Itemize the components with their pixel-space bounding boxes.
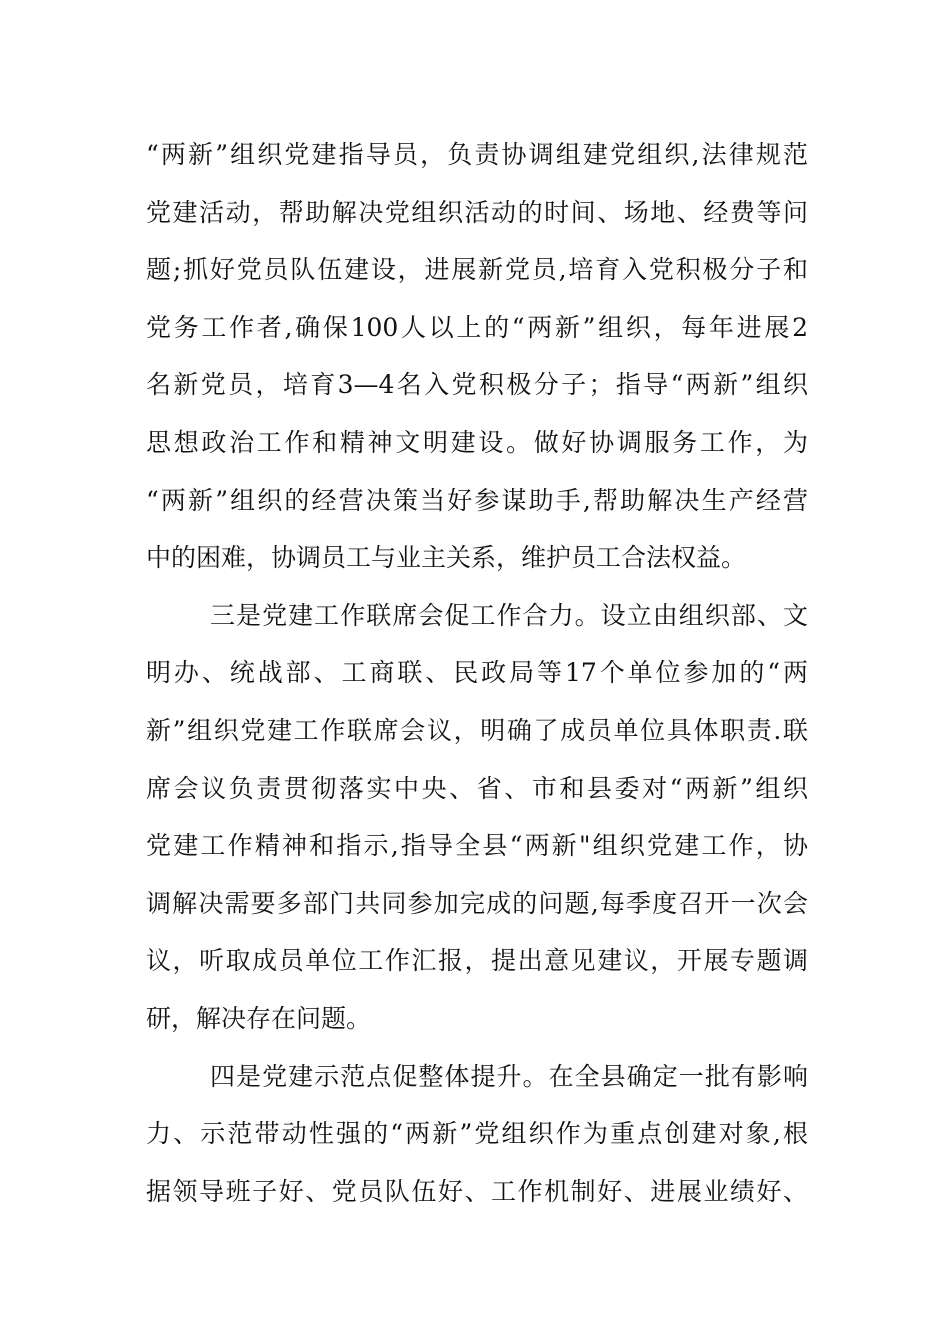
text-line: 名新党员，培育3—4名入党积极分子；指导“两新”组织: [146, 370, 808, 400]
paragraph-2: [146, 587, 808, 1048]
paragraph-1: [146, 126, 808, 587]
text-line: “两新”组织党建指导员，负责协调组建党组织,法律规范: [146, 140, 808, 169]
text-line: 新”组织党建工作联席会议，明确了成员单位具体职责.联: [146, 715, 808, 745]
text-line: 据领导班子好、党员队伍好、工作机制好、进展业绩好、: [146, 1176, 808, 1206]
text-line: 题;抓好党员队伍建设，进展新党员,培育入党积极分子和: [146, 255, 808, 285]
text-line: 党建活动，帮助解决党组织活动的时间、场地、经费等问: [146, 197, 808, 227]
body-text: [146, 126, 808, 1220]
text-line: 研，解决存在问题。: [146, 1003, 372, 1033]
text-line: 中的困难，协调员工与业主关系，维护员工合法权益。: [146, 543, 747, 573]
text-line: 席会议负责贯彻落实中央、省、市和县委对“两新”组织: [146, 773, 808, 803]
text-line: “两新”组织的经营决策当好参谋助手,帮助解决生产经营: [146, 485, 808, 515]
text-line: 党务工作者,确保100人以上的“两新”组织，每年进展2: [146, 312, 808, 342]
text-line: 议，听取成员单位工作汇报，提出意见建议，开展专题调: [146, 946, 808, 976]
text-line: 三是党建工作联席会促工作合力。设立由组织部、文: [210, 600, 808, 630]
text-line: 党建工作精神和指示,指导全县“两新"组织党建工作，协: [146, 831, 808, 861]
text-line: 调解决需要多部门共同参加完成的问题,每季度召开一次会: [146, 888, 808, 918]
text-line: 明办、统战部、工商联、民政局等17个单位参加的“两: [146, 658, 808, 688]
text-line: 力、示范带动性强的“两新”党组织作为重点创建对象,根: [146, 1119, 808, 1149]
text-line: 思想政治工作和精神文明建设。做好协调服务工作，为: [146, 427, 808, 457]
paragraph-3: [146, 1048, 808, 1221]
text-line: 四是党建示范点促整体提升。在全县确定一批有影响: [210, 1061, 808, 1091]
